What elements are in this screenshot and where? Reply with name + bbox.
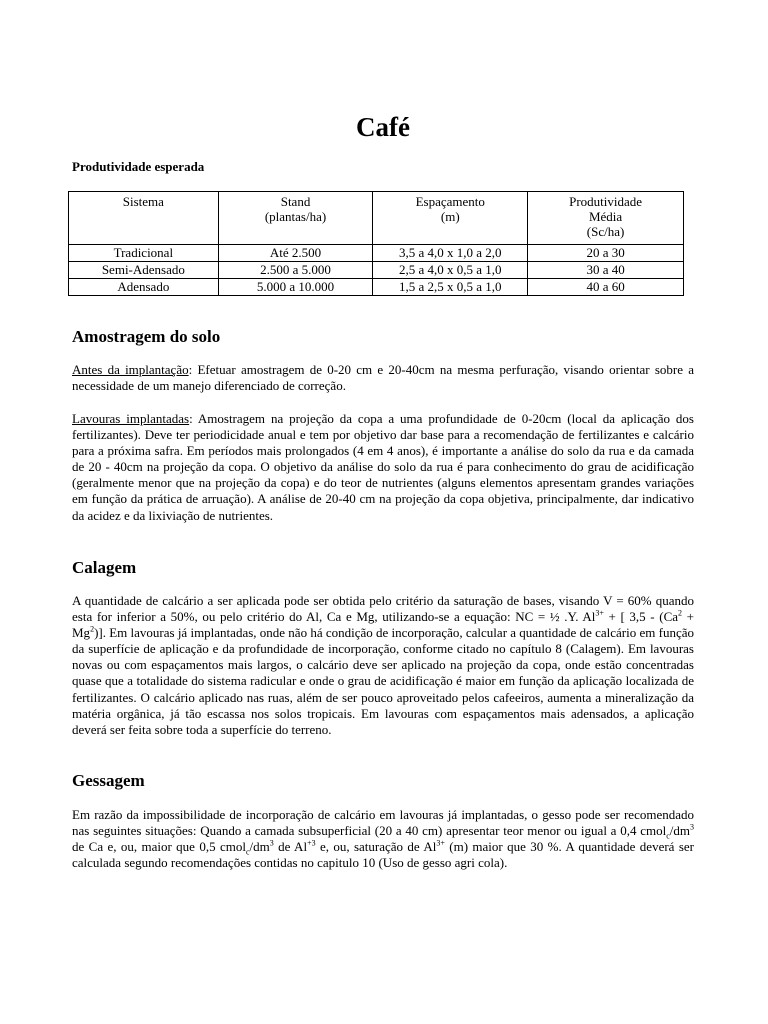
table-cell: 2,5 a 4,0 x 0,5 a 1,0 [373,262,528,279]
table-cell: Semi-Adensado [69,262,219,279]
section-heading-amostragem: Amostragem do solo [72,327,221,346]
table-row [69,262,684,279]
column-header-sistema: Sistema [69,192,219,245]
table-cell: Adensado [69,279,219,296]
page-title: Café [356,112,410,142]
productivity-heading: Produtividade esperada [72,159,205,174]
table-header-row [69,192,684,245]
paragraph-gessagem: Em razão da impossibilidade de incorporação de calcário em lavouras já implantadas, o gesso pode ser recomendado nas seguintes situações: Quando a camada subsuperficial (20 a 40 cm) apresentar teor menor ou igual a 0,4 $cmol_c/dm^3$ de Ca e, ou, maior que 0,5 $cmol_c/dm^3$ de $Al^{+3}$ e, ou, saturação de $Al^{3+}$ (m) maior que 30 %. A quantidade deverá ser calculada segundo recomendações contidas no capitulo 10 (Uso de gesso agri cola). [72,807,694,871]
column-header-espacamento: Espaçamento (m) [373,192,528,245]
table-cell: 30 a 40 [528,262,684,279]
column-header-stand: Stand (plantas/ha) [218,192,373,245]
table-cell: 40 a 60 [528,279,684,296]
paragraph-antes-implantacao: Antes da implantação: Efetuar amostragem de 0-20 cm e 20-40cm na mesma perfuração, visando orientar sobre a necessidade de um manejo diferenciado de correção. [72,362,694,394]
section-heading-calagem: Calagem [72,558,137,577]
table-row [69,279,684,296]
table-cell: Até 2.500 [218,245,373,262]
table-cell: 5.000 a 10.000 [218,279,373,296]
productivity-table [68,191,684,296]
table-cell: 20 a 30 [528,245,684,262]
column-header-produtividade: Produtividade Média (Sc/ha) [528,192,684,245]
table-cell: Tradicional [69,245,219,262]
table-cell: 3,5 a 4,0 x 1,0 a 2,0 [373,245,528,262]
section-heading-gessagem: Gessagem [72,771,145,790]
table-cell: 2.500 a 5.000 [218,262,373,279]
table-row [69,245,684,262]
paragraph-lavouras-implantadas: Lavouras implantadas: Amostragem na projeção da copa a uma profundidade de 0-20cm (local da aplicação dos fertilizantes). Deve ter periodicidade anual e tem por objetivo dar base para a recomendação de fertilizantes e calcário para a próxima safra. Em períodos mais prolongados (4 em 4 anos), é importante a análise do solo da rua e da camada de 20 - 40cm na projeção da copa. O objetivo da análise do solo da rua é para conhecimento do grau de acidificação (geralmente menor que na projeção da copa) e do teor de nutrientes (alguns elementos apresentam grandes variações em função da prática de arruação). A análise de 20-40 cm na projeção da copa objetiva, principalmente, dar indicativo da acidez e da lixiviação de nutrientes. [72,411,694,523]
paragraph-calagem: A quantidade de calcário a ser aplicada pode ser obtida pelo critério da saturação de bases, visando V = 60% quando esta for inferior a 50%, ou pelo critério do Al, Ca e Mg, utilizando-se a equação: NC = ½ .Y. $Al^{3+}$ + [ $3,5 - (Ca^2 + Mg^2)$]. Em lavouras já implantadas, onde não há condição de incorporação, calcular a quantidade de calcário em função da superfície de aplicação e da profundidade de incorporação, conforme citado no capítulo 8 (Calagem). Em lavouras novas ou com espaçamentos mais largos, o calcário deve ser aplicado na projeção da copa, onde estão concentradas quase que a totalidade do sistema radicular e onde o grau de acidificação é maior em função da aplicação localizada de fertilizantes. O calcário aplicado nas ruas, além de ser pouco aproveitado pelos cafeeiros, aumenta a mineralização da matéria orgânica, já tão escassa nos solos tropicais. Em lavouras com espaçamentos mais adensados, a aplicação deverá ser feita sobre toda a superfície do terreno. [72,593,694,737]
table-cell: 1,5 a 2,5 x 0,5 a 1,0 [373,279,528,296]
